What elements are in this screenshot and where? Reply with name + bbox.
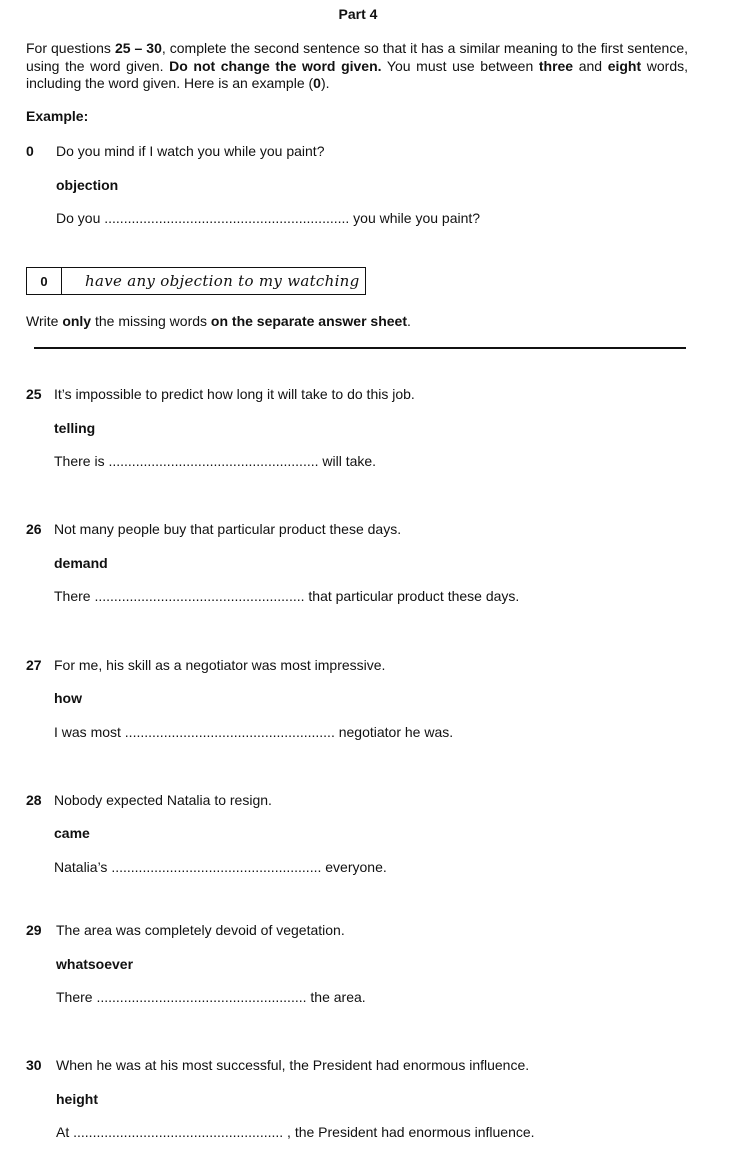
question-sentence: The area was completely devoid of vegetation.	[56, 922, 345, 938]
question-gap-line: Natalia’s ...................................................... everyone.	[54, 859, 387, 875]
question-keyword: telling	[54, 420, 96, 436]
example-answer-box	[26, 267, 366, 295]
question-gap-line: At ...................................................... , the President had enormous influence.	[56, 1124, 535, 1140]
question-sentence: It’s impossible to predict how long it will take to do this job.	[54, 386, 415, 402]
question-sentence: For me, his skill as a negotiator was most impressive.	[54, 657, 386, 673]
question-gap-line: There ...................................................... the area.	[56, 989, 366, 1005]
question-sentence: Not many people buy that particular product these days.	[54, 521, 402, 537]
example-heading: Example:	[26, 108, 89, 124]
question-keyword: demand	[54, 555, 108, 571]
question-sentence: When he was at his most successful, the President had enormous influence.	[56, 1057, 530, 1073]
example-answer-number: 0	[27, 268, 62, 294]
question-number: 26	[26, 521, 42, 537]
example-answer-text: have any objection to my watching	[85, 272, 360, 290]
question-gap-line: There ...................................................... that particular product these days.	[54, 588, 520, 604]
question-sentence: Nobody expected Natalia to resign.	[54, 792, 272, 808]
question-gap-line: I was most ...................................................... negotiator he was.	[54, 724, 454, 740]
question-number: 29	[26, 922, 42, 938]
question-keyword: how	[54, 690, 82, 706]
example-number: 0	[26, 143, 34, 159]
divider	[34, 347, 686, 349]
question-number: 30	[26, 1057, 42, 1073]
answer-sheet-note: Write only the missing words on the separate answer sheet.	[26, 313, 411, 329]
question-number: 28	[26, 792, 42, 808]
question-keyword: whatsoever	[56, 956, 134, 972]
question-keyword: height	[56, 1091, 98, 1107]
question-number: 27	[26, 657, 42, 673]
question-gap-line: There is ...................................................... will take.	[54, 453, 377, 469]
question-number: 25	[26, 386, 42, 402]
example-gap-line: Do you ............................................................... you while you paint?	[56, 210, 481, 226]
instructions: For questions 25 – 30, complete the second sentence so that it has a similar meaning to the first sentence, using the word given. Do not change the word given. You must use between three and eight words, including the word given. Here is an example (0).	[26, 40, 688, 91]
example-sentence: Do you mind if I watch you while you paint?	[56, 143, 325, 159]
question-keyword: came	[54, 825, 90, 841]
example-keyword: objection	[56, 177, 119, 193]
part-title: Part 4	[338, 6, 378, 22]
